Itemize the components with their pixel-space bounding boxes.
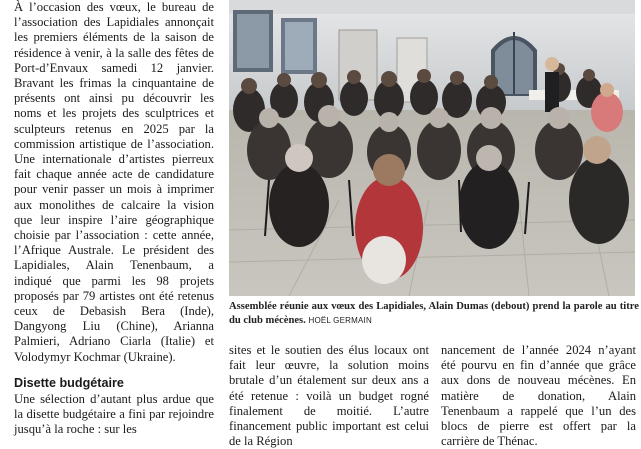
photo-credit: HOËL GERMAIN	[308, 316, 372, 325]
photo-caption	[229, 300, 639, 328]
article-column-2	[229, 343, 429, 449]
article-paragraph-budget: Une sélection d’autant plus ardue que la disette budgétaire a fini par rejoindre jusqu’à la roche : sur les	[14, 392, 214, 437]
subheading: Disette budgétaire	[14, 375, 124, 390]
article-column-1	[14, 0, 214, 440]
article-column-3	[441, 343, 636, 449]
caption-text: Assemblée réunie aux vœux des Lapidiales, Alain Dumas (debout) prend la parole au titre du club mécènes.	[229, 301, 639, 326]
article-paragraph-col2: sites et le soutien des élus locaux ont fait leur œuvre, la solution moins brutale d’un étalement sur deux ans a été retenue : voilà un budget rogné finalement de moitié. L’autre financement public important est celui de la Région	[229, 343, 429, 449]
meeting-photo-image	[229, 0, 635, 296]
article-paragraph-intro: À l’occasion des vœux, le bureau de l’association des Lapidiales annonçait les premiers éléments de la saison de résidence à venir, à la salle des fêtes de Port-d’Envaux samedi 12 janvier. Bravant les frimas la cinquantaine de présents ont ainsi pu découvrir les noms et les projets des sculptrices et sculpteurs retenus en 2025 par la commission artistique de l’association. Une internationale d’artistes pierreux fait chaque année acte de candidature pour venir passer un mois à imprimer aux monolithes de calcaire la vision que leur inspire l’aire géographique choisie par l’association : cette année, l’Afrique Australe. Le président des Lapidiales, Alain Tenenbaum, a indiqué que parmi les 98 projets proposés par 79 artistes ont été retenus ceux de Debasish Bera (Inde), Dangyong Liu (Chine), Arianna Palmieri, Adriano Ciarla (Italie) et Volodymyr Kochmar (Ukraine).	[14, 0, 214, 364]
article-paragraph-col3: nancement de l’année 2024 n’ayant été pourvu en fin d’année que grâce aux dons de nouveau mécènes. En matière de donation, Alain Tenenbaum a rappelé que l’un des blocs de pierre est offert par la carrière de Thénac.	[441, 343, 636, 449]
news-photo	[229, 0, 641, 296]
